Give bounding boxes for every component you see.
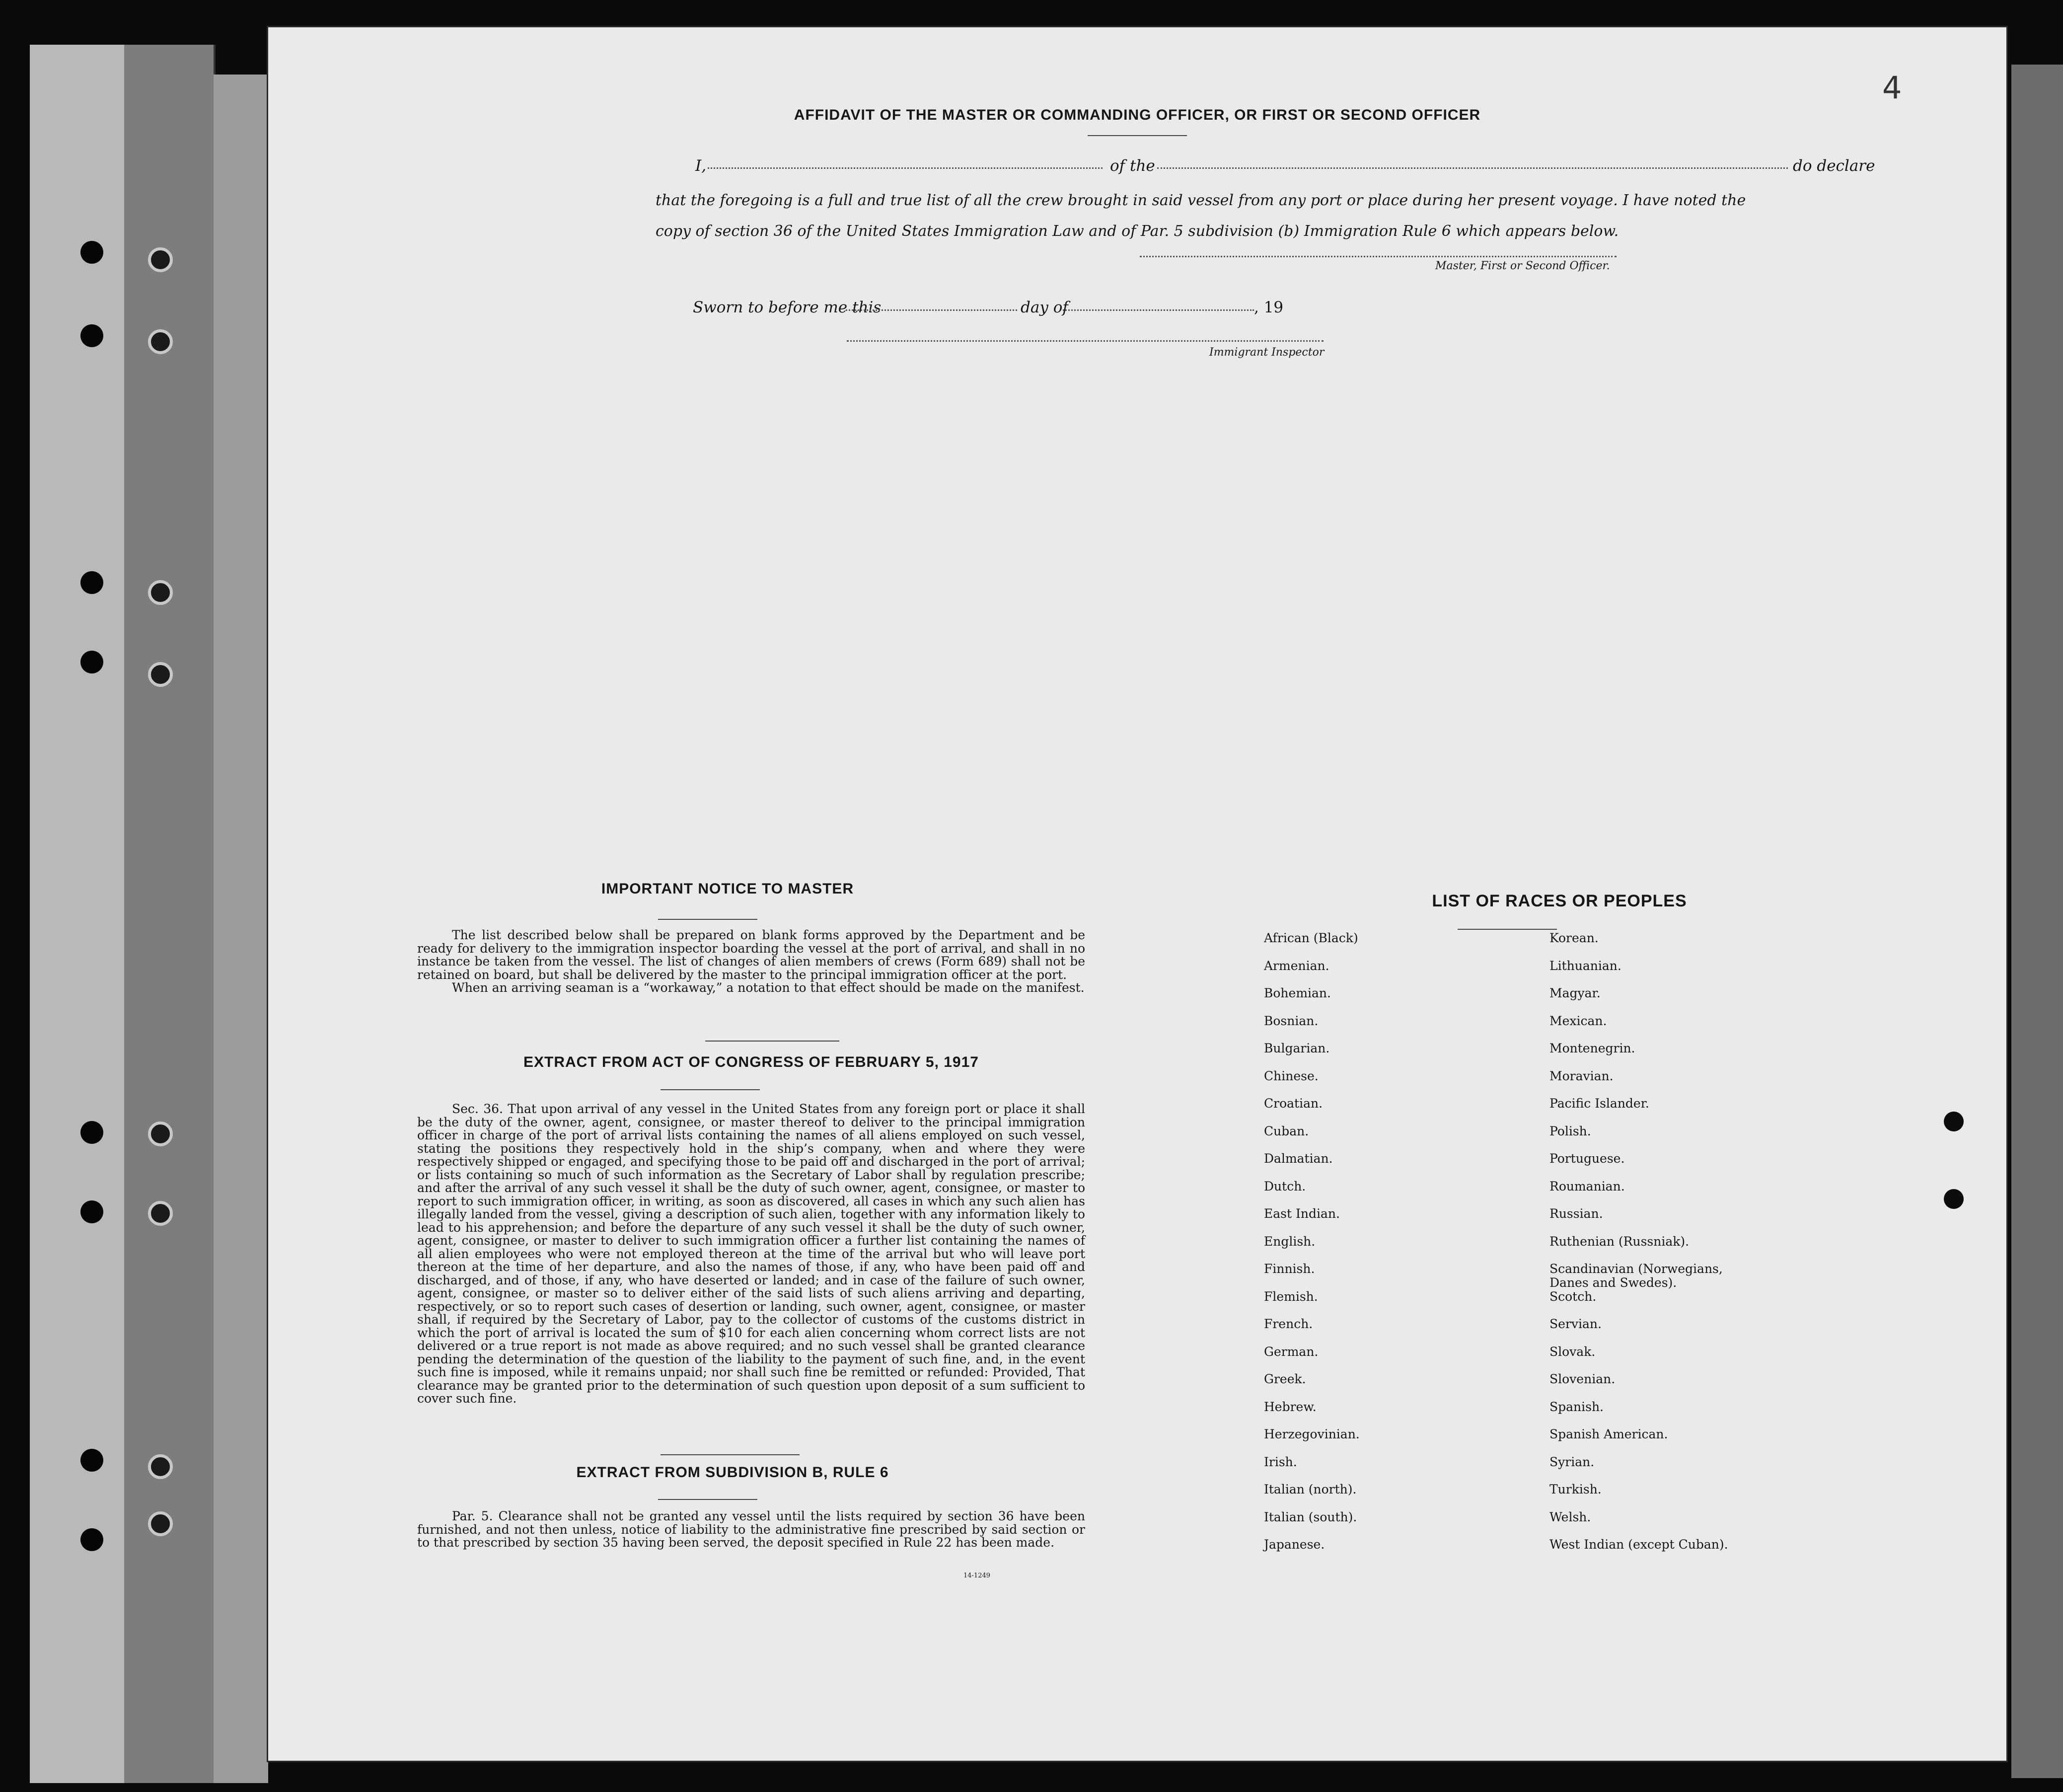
rule-extract-text	[417, 1510, 1085, 1550]
races-rule	[1458, 929, 1557, 930]
race-item: German.	[1264, 1344, 1319, 1359]
ring-hole	[148, 662, 173, 687]
ring-hole	[148, 1121, 173, 1146]
race-item: French.	[1264, 1317, 1313, 1331]
rule-extract-heading: EXTRACT FROM SUBDIVISION B, RULE 6	[576, 1464, 889, 1481]
race-item: Magyar.	[1549, 986, 1601, 1000]
race-item: Montenegrin.	[1549, 1041, 1635, 1055]
race-item: Hebrew.	[1264, 1399, 1317, 1414]
notice-paragraph-1: The list described below shall be prepared on blank forms approved by the Department and be ready for delivery to the immigration inspector boarding the vessel at the port of arrival, and shall in no instance be taken from the vessel. The list of changes of alien members of crews (Form 689) shall not be retained on board, but shall be delivered by the master to the principal immigration officer at the port.	[417, 928, 1085, 982]
race-item: Croatian.	[1264, 1096, 1323, 1111]
affidavit-of-the: of the	[1110, 157, 1155, 175]
day-blank	[846, 309, 1017, 311]
race-item: West Indian (except Cuban).	[1549, 1537, 1728, 1552]
punch-hole	[80, 324, 103, 347]
notice-heading: IMPORTANT NOTICE TO MASTER	[601, 881, 854, 897]
race-item: Russian.	[1549, 1206, 1603, 1221]
race-item: Italian (north).	[1264, 1482, 1357, 1496]
affidavit-declare: do declare	[1793, 157, 1875, 175]
year-label: , 19	[1254, 299, 1284, 316]
race-item: Korean.	[1549, 931, 1599, 945]
ring-hole	[148, 247, 173, 272]
race-item: Italian (south).	[1264, 1509, 1357, 1524]
race-item: Scandinavian (Norwegians, Danes and Swedes).	[1549, 1262, 1723, 1290]
race-item: Pacific Islander.	[1549, 1096, 1649, 1111]
month-blank	[1063, 309, 1254, 311]
punch-hole	[80, 1121, 103, 1144]
punch-hole	[80, 1449, 103, 1472]
race-item: Herzegovinian.	[1264, 1427, 1360, 1441]
race-item: Bulgarian.	[1264, 1041, 1330, 1055]
manifest-page	[268, 27, 2006, 1761]
separator-rule	[661, 1454, 800, 1455]
form-number: 14-1249	[963, 1572, 991, 1579]
race-item: Slovak.	[1549, 1344, 1596, 1359]
punch-hole	[80, 1200, 103, 1223]
race-item: Armenian.	[1264, 958, 1329, 973]
race-item: Moravian.	[1549, 1068, 1614, 1083]
act-section-36: Sec. 36. That upon arrival of any vessel in the United States from any foreign port or place it shall be the duty of the owner, agent, consignee, or master thereof to deliver to the principal immigration officer in charge of the port of arrival lists containing the names of all aliens employed on such vessel, stating the positions they respectively hold in the ship’s company, when and where they were respectively shipped or engaged, and specifying those to be paid off and discharged in the port of arrival; or lists containing so much of such information as the Secretary of Labor shall by regulation prescribe; and after the arrival of any such vessel it shall be the duty of such owner, agent, consignee, or master to report to such immigration officer, in writing, as soon as discovered, all cases in which any such alien has illegally landed from the vessel, giving a description of such alien, together with any information likely to lead to his apprehension; and before the departure of any such vessel it shall be the duty of such owner, agent, consignee, or master to deliver to such immigration officer a further list containing the names of all alien employees who were not employed thereon at the time of the arrival but who will leave port thereon at the time of her departure, and also the names of those, if any, who have been paid off and discharged, and of those, if any, who have deserted or landed; and in case of the failure of such owner, agent, consignee, or master so to deliver either of the said lists of such aliens arriving and departing, respectively, or so to report such cases of desertion or landing, such owner, agent, consignee, or master shall, if required by the Secretary of Labor, pay to the collector of customs of the customs district in which the port of arrival is located the sum of $10 for each alien concerning whom correct lists are not delivered or a true report is not made as above required; and no such vessel shall be granted clearance pending the determination of the question of the liability to the payment of such fine, and, in the event such fine is imposed, while it remains unpaid; nor shall such fine be remitted or refunded: Provided, That clearance may be granted prior to the determination of such question upon deposit of a sum sufficient to cover such fine.	[417, 1102, 1085, 1406]
binder-strip-inner	[214, 75, 268, 1783]
punch-hole	[1944, 1112, 1964, 1131]
race-item: Spanish.	[1549, 1399, 1604, 1414]
sworn-label: Sworn to before me this	[693, 299, 882, 316]
ring-hole	[148, 1201, 173, 1226]
race-item: Portuguese.	[1549, 1151, 1625, 1166]
notice-rule	[658, 919, 757, 920]
race-item: Lithuanian.	[1549, 958, 1621, 973]
race-item: Finnish.	[1264, 1262, 1315, 1276]
race-item: Greek.	[1264, 1372, 1306, 1386]
day-label: day of	[1021, 299, 1068, 316]
vessel-blank	[1157, 167, 1788, 169]
rule-rule	[658, 1499, 757, 1500]
race-item: Mexican.	[1549, 1013, 1607, 1028]
signature-line	[1140, 256, 1617, 257]
race-item: Scotch.	[1549, 1289, 1597, 1304]
signature-label: Master, First or Second Officer.	[1435, 260, 1610, 272]
affidavit-body-line2: that the foregoing is a full and true list of all the crew brought in said vessel from any port or place during her present voyage. I have noted the	[656, 192, 1746, 209]
punch-hole	[80, 241, 103, 264]
races-heading: LIST OF RACES OR PEOPLES	[1432, 892, 1687, 910]
race-item: English.	[1264, 1234, 1316, 1249]
race-item: Slovenian.	[1549, 1372, 1616, 1386]
race-item: Ruthenian (Russniak).	[1549, 1234, 1690, 1249]
binder-edge	[0, 0, 268, 1792]
act-rule	[661, 1089, 760, 1090]
punch-hole	[80, 651, 103, 673]
race-item: Roumanian.	[1549, 1179, 1625, 1194]
race-item: Syrian.	[1549, 1454, 1595, 1469]
punch-hole	[80, 571, 103, 594]
punch-hole	[1944, 1189, 1964, 1209]
race-item: Flemish.	[1264, 1289, 1318, 1304]
affidavit-i: I,	[695, 157, 707, 175]
affidavit-title: AFFIDAVIT OF THE MASTER OR COMMANDING OFFICER, OR FIRST OR SECOND OFFICER	[794, 107, 1481, 123]
page-number: 4	[1882, 70, 1902, 106]
race-item: Polish.	[1549, 1123, 1591, 1138]
separator-rule	[705, 1041, 839, 1042]
race-item: Japanese.	[1264, 1537, 1325, 1552]
ring-hole	[148, 1454, 173, 1479]
race-item: East Indian.	[1264, 1206, 1340, 1221]
race-item: Cuban.	[1264, 1123, 1309, 1138]
ring-hole	[148, 1511, 173, 1536]
race-item: Welsh.	[1549, 1509, 1591, 1524]
race-item: Spanish American.	[1549, 1427, 1668, 1441]
act-extract-heading: EXTRACT FROM ACT OF CONGRESS OF FEBRUARY 5, 1917	[523, 1054, 979, 1070]
race-item: Chinese.	[1264, 1068, 1319, 1083]
inspector-line	[847, 340, 1324, 342]
race-item: Bosnian.	[1264, 1013, 1319, 1028]
notice-paragraph-2: When an arriving seaman is a “workaway,” a notation to that effect should be made on the manifest.	[452, 980, 1085, 995]
rule-paragraph-5: Par. 5. Clearance shall not be granted any vessel until the lists required by section 36 have been furnished, and not then unless, notice of liability to the administrative fine prescribed by said section or to that prescribed by section 35 having been served, the deposit specified in Rule 22 has been made.	[417, 1509, 1085, 1550]
title-rule	[1088, 135, 1187, 136]
binder-strip-outer	[30, 45, 126, 1783]
name-blank	[708, 167, 1103, 169]
inspector-label: Immigrant Inspector	[1209, 346, 1325, 359]
affidavit-body-line3: copy of section 36 of the United States Immigration Law and of Par. 5 subdivision (b) Immigration Rule 6 which appears below.	[656, 223, 1619, 240]
race-item: Bohemian.	[1264, 986, 1331, 1000]
race-item: Turkish.	[1549, 1482, 1602, 1496]
notice-text	[417, 929, 1085, 995]
punch-hole	[80, 1528, 103, 1551]
right-edge-strip	[2011, 65, 2063, 1778]
ring-hole	[148, 329, 173, 354]
race-item: Dutch.	[1264, 1179, 1306, 1194]
race-item: Irish.	[1264, 1454, 1297, 1469]
act-extract-text	[417, 1103, 1085, 1406]
race-item: Servian.	[1549, 1317, 1602, 1331]
race-item: African (Black)	[1264, 931, 1358, 945]
ring-hole	[148, 580, 173, 605]
race-item: Dalmatian.	[1264, 1151, 1333, 1166]
